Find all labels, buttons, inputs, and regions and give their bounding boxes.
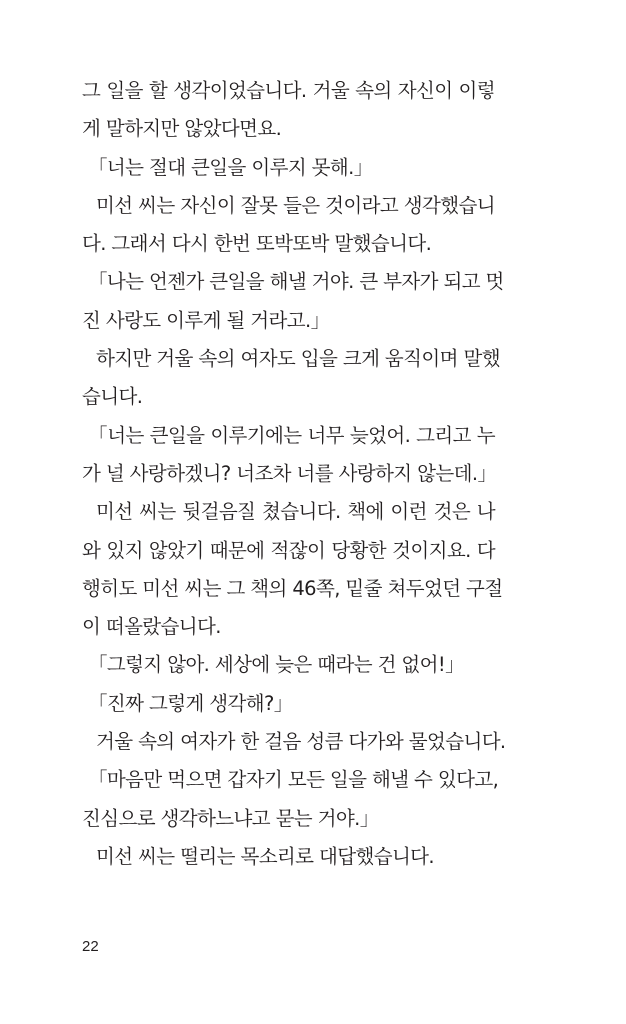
text-line: 진 사랑도 이루게 될 거라고.」 [82, 308, 330, 332]
page-number: 22 [82, 938, 99, 955]
text-line: 습니다. [82, 385, 143, 409]
text-line: 그 일을 할 생각이었습니다. 거울 속의 자신이 이렇 [82, 79, 495, 102]
text-line: 「마음만 먹으면 갑자기 모든 일을 해낼 수 있다고, [88, 768, 499, 792]
body-text [82, 72, 506, 876]
text-line: 다. 그래서 다시 한번 또박또박 말했습니다. [82, 232, 432, 256]
text-line: 미선 씨는 뒷걸음질 쳤습니다. 책에 이런 것은 나 [96, 500, 495, 524]
text-line: 하지만 거울 속의 여자도 입을 크게 움직이며 말했 [96, 347, 500, 371]
text-line: 「진짜 그렇게 생각해?」 [88, 691, 293, 715]
text-line: 미선 씨는 자신이 잘못 들은 것이라고 생각했습니 [96, 193, 495, 217]
text-line: 「너는 절대 큰일을 이루지 못해.」 [88, 155, 373, 179]
text-line: 가 널 사랑하겠니? 너조차 너를 사랑하지 않는데.」 [82, 461, 497, 485]
text-line: 「나는 언젠가 큰일을 해낼 거야. 큰 부자가 되고 멋 [88, 270, 504, 294]
text-line: 와 있지 않았기 때문에 적잖이 당황한 것이지요. 다 [82, 538, 495, 562]
text-line: 행히도 미선 씨는 그 책의 46쪽, 밑줄 쳐두었던 구절 [82, 576, 503, 600]
text-line: 거울 속의 여자가 한 걸음 성큼 다가와 물었습니다. [96, 730, 506, 754]
text-line: 게 말하지만 않았다면요. [82, 117, 282, 141]
text-line: 「너는 큰일을 이루기에는 너무 늦었어. 그리고 누 [88, 423, 495, 447]
text-line: 진심으로 생각하느냐고 묻는 거야.」 [82, 806, 379, 830]
text-line: 미선 씨는 떨리는 목소리로 대답했습니다. [96, 844, 435, 868]
text-line: 이 떠올랐습니다. [82, 615, 221, 639]
text-line: 「그렇지 않아. 세상에 늦은 때라는 건 없어!」 [88, 653, 464, 677]
